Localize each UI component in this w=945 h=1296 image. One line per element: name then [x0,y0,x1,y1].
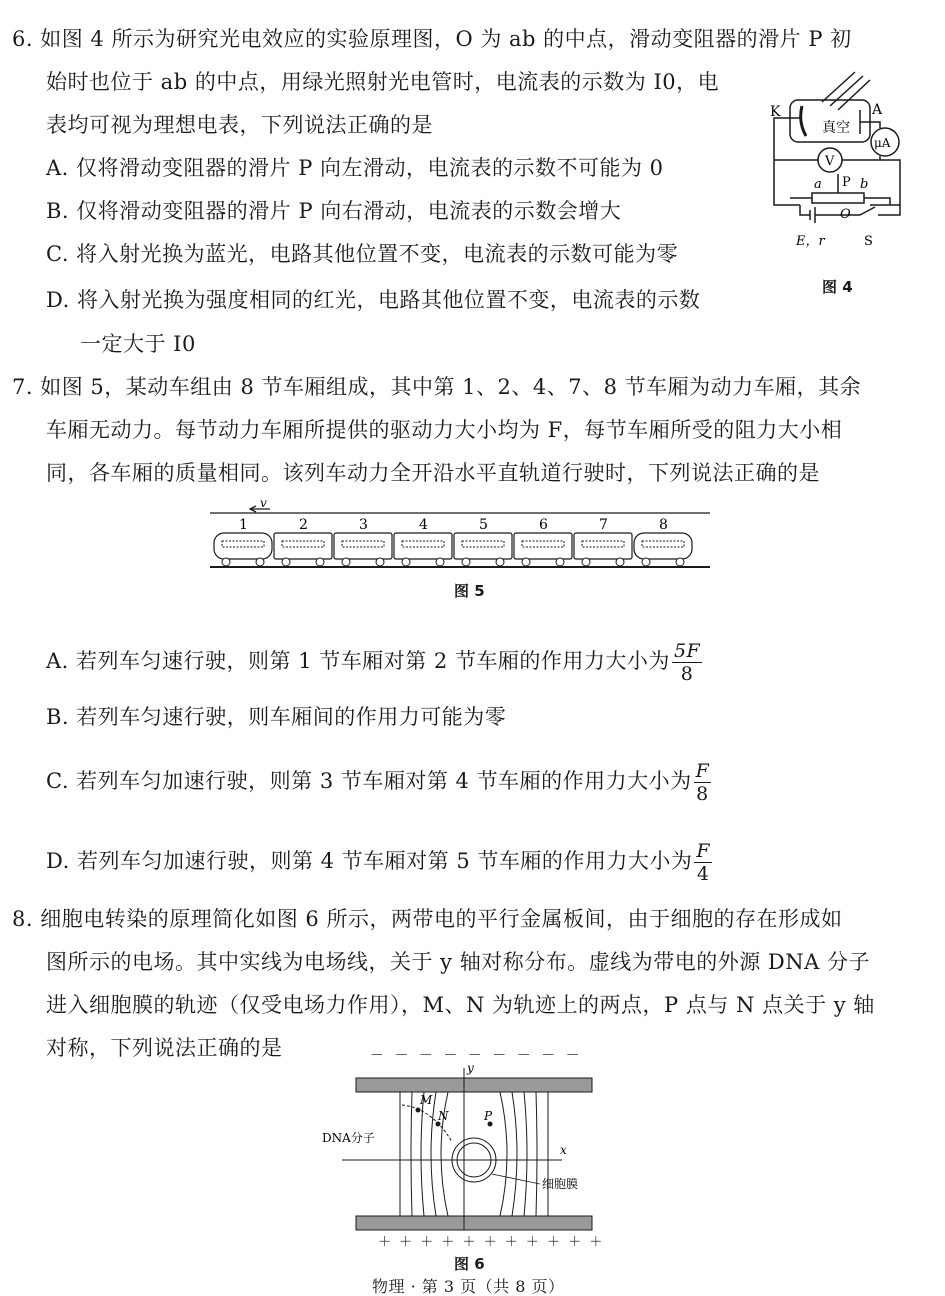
q6-stem-line-2: 始时也位于 ab 的中点，用绿光照射光电管时，电流表的示数为 I0，电 [46,70,720,94]
train-wheel [316,558,324,566]
q8-stem-line-4: 对称，下列说法正确的是 [46,1036,283,1060]
train-wheel [496,558,504,566]
wire [800,205,810,215]
train-wheel [222,558,230,566]
train-cars [214,517,692,566]
q6-option-d-line-1: D. 将入射光换为强度相同的红光，电路其他位置不变，电流表的示数 [46,288,701,312]
label-k: K [770,104,781,120]
label-dna: DNA分子 [322,1131,375,1145]
train-wheel [462,558,470,566]
train-wheel [556,558,564,566]
train-wheel [616,558,624,566]
label-vacuum: 真空 [822,120,850,136]
q7-number: 7. [12,375,34,399]
figure-5-train [210,496,710,573]
label-b-point: b [860,177,869,192]
q7-option-b: B. 若列车匀速行驶，则车厢间的作用力可能为零 [46,705,507,729]
label-er: E，r [796,234,825,249]
wire [864,198,890,205]
label-membrane: 细胞膜 [542,1177,579,1191]
q6-option-d-line-2: 一定大于 I0 [80,332,196,356]
label-p: P [842,175,851,190]
train-car-7 [574,533,632,559]
q7-option-d: D. 若列车匀加速行驶，则第 4 节车厢对第 5 节车厢的作用力大小为 $\frac{F}{4}$ [46,840,711,885]
train-wheel [522,558,530,566]
top-plate [356,1078,592,1092]
q7-stem-line-3: 同，各车厢的质量相同。该列车动力全开沿水平直轨道行驶时，下列说法正确的是 [46,461,820,485]
label-velocity: v [260,496,267,510]
q8-stem-line-1: 8. 细胞电转染的原理简化如图 6 所示，两带电的平行金属板间，由于细胞的存在形成如 [12,907,843,931]
train-wheel [282,558,290,566]
label-v: V [825,154,835,169]
q6-option-a: A. 仅将滑动变阻器的滑片 P 向左滑动，电流表的示数不可能为 0 [46,156,664,180]
train-wheel [436,558,444,566]
bottom-plate-charges: ＋ ＋ ＋ ＋ ＋ ＋ ＋ ＋ ＋ ＋ ＋ [378,1235,605,1250]
train-wheel [582,558,590,566]
label-x: x [560,1143,567,1157]
train-wheel [642,558,650,566]
fraction-f-8: $\frac{F}{8}$ [695,760,710,805]
q8-number: 8. [12,907,34,931]
label-n: N [438,1109,449,1123]
label-s: S [864,234,873,249]
label-o: O [840,207,851,222]
label-p: P [484,1109,493,1123]
car-number-2: 2 [299,517,308,533]
q6-stem-line-1: 6. 如图 4 所示为研究光电效应的实验原理图，O 为 ab 的中点，滑动变阻器的滑片 P 初 [12,27,852,51]
cathode-k [801,106,806,136]
train-wheel [342,558,350,566]
train-car-3 [334,533,392,559]
q7-stem-line-1: 7. 如图 5，某动车组由 8 节车厢组成，其中第 1、2、4、7、8 节车厢为动力车厢，其余 [12,375,862,399]
train-wheel [676,558,684,566]
figure-4-caption: 图 4 [822,278,853,296]
label-m: M [420,1093,433,1107]
car-number-7: 7 [599,517,608,533]
q7-option-a: A. 若列车匀速行驶，则第 1 节车厢对第 2 节车厢的作用力大小为 $\frac{5F}{8}$ [46,640,701,685]
train-wheel [256,558,264,566]
car-number-4: 4 [419,517,428,533]
switch-s [860,207,875,215]
car-number-1: 1 [239,517,248,533]
wire [774,118,802,205]
train-car-6 [514,533,572,559]
train-wheel [402,558,410,566]
train-car-2 [274,533,332,559]
point-m [416,1108,421,1113]
wire [842,156,880,160]
label-a-point: a [814,177,822,192]
car-number-8: 8 [659,517,668,533]
rheostat [812,193,864,203]
train-car-5 [454,533,512,559]
q7-option-c: C. 若列车匀加速行驶，则第 3 节车厢对第 4 节车厢的作用力大小为 $\frac{F}{8}$ [46,760,710,805]
label-y: y [467,1061,474,1075]
car-number-5: 5 [479,517,488,533]
figure-6-caption: 图 6 [454,1255,485,1273]
q8-stem-line-3: 进入细胞膜的轨迹（仅受电场力作用），M、N 为轨迹上的两点，P 点与 N 点关于 y 轴 [46,993,875,1017]
figure-5-caption: 图 5 [454,582,485,600]
train-car-1 [214,533,272,559]
train-car-4 [394,533,452,559]
figure-6-field [322,1050,622,1250]
q7-stem-line-2: 车厢无动力。每节动力车厢所提供的驱动力大小均为 F，每节车厢所受的阻力大小相 [46,418,843,442]
top-plate-charges: － － － － － － － － － [370,1048,583,1064]
figure-4-circuit [760,70,940,249]
car-number-3: 3 [359,517,368,533]
bottom-plate [356,1216,592,1230]
car-number-6: 6 [539,517,548,533]
q6-number: 6. [12,27,34,51]
wire [878,205,900,215]
fraction-f-4: $\frac{F}{4}$ [696,840,711,885]
label-a: A [872,102,883,118]
q6-option-c: C. 将入射光换为蓝光，电路其他位置不变，电流表的示数可能为零 [46,242,679,266]
q8-stem-line-2: 图所示的电场。其中实线为电场线，关于 y 轴对称分布。虚线为带电的外源 DNA 分子 [46,950,870,974]
train-wheel [376,558,384,566]
label-ua: μA [874,136,891,150]
q6-stem-line-3: 表均可视为理想电表，下列说法正确的是 [46,113,433,137]
page-footer: 物理 · 第 3 页（共 8 页） [372,1277,565,1296]
fraction-5f-8: $\frac{5F}{8}$ [673,640,701,685]
q6-option-b: B. 仅将滑动变阻器的滑片 P 向右滑动，电流表的示数会增大 [46,199,622,223]
train-car-8 [634,533,692,559]
